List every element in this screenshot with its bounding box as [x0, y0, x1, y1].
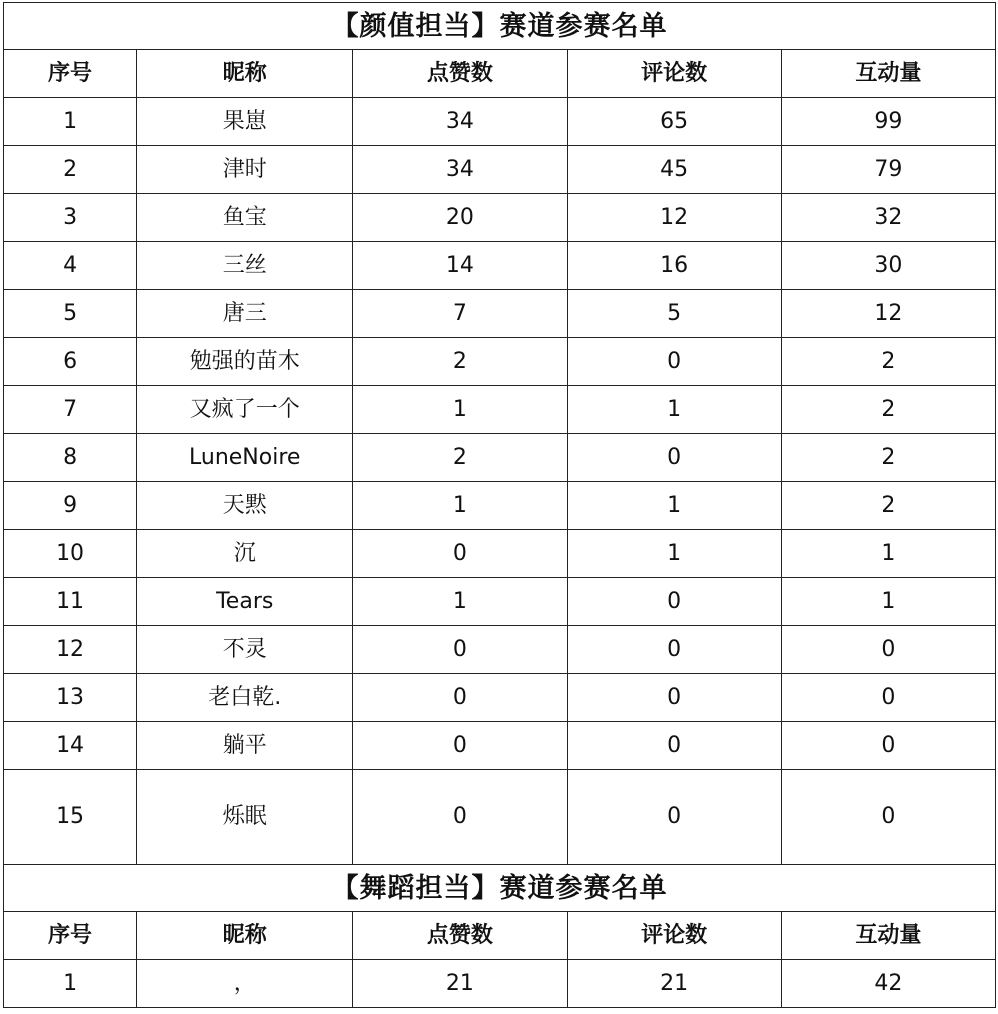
- cell-nickname: 沉: [137, 530, 353, 578]
- cell-nickname: 老白乾.: [137, 674, 353, 722]
- roster-table-body: [4, 3, 996, 1008]
- cell-nickname: 不灵: [137, 626, 353, 674]
- column-header-interactions: 互动量: [781, 912, 995, 960]
- cell-comments: 0: [567, 338, 781, 386]
- cell-index: 12: [4, 626, 137, 674]
- cell-likes: 21: [353, 960, 567, 1008]
- table-row: [4, 146, 996, 194]
- table-row: [4, 770, 996, 865]
- cell-nickname: 唐三: [137, 290, 353, 338]
- cell-index: 15: [4, 770, 137, 865]
- cell-interactions: 79: [781, 146, 995, 194]
- cell-likes: 0: [353, 674, 567, 722]
- table-row: [4, 434, 996, 482]
- cell-interactions: 99: [781, 98, 995, 146]
- cell-nickname: ，: [137, 960, 353, 1008]
- cell-index: 6: [4, 338, 137, 386]
- cell-interactions: 1: [781, 530, 995, 578]
- table-row: [4, 338, 996, 386]
- cell-interactions: 30: [781, 242, 995, 290]
- cell-comments: 45: [567, 146, 781, 194]
- cell-comments: 0: [567, 626, 781, 674]
- cell-nickname: 烁眠: [137, 770, 353, 865]
- table-row: [4, 960, 996, 1008]
- cell-interactions: 0: [781, 674, 995, 722]
- cell-nickname: 又疯了一个: [137, 386, 353, 434]
- cell-interactions: 12: [781, 290, 995, 338]
- cell-index: 14: [4, 722, 137, 770]
- table-row: [4, 98, 996, 146]
- cell-index: 1: [4, 960, 137, 1008]
- cell-comments: 0: [567, 434, 781, 482]
- cell-likes: 2: [353, 434, 567, 482]
- cell-likes: 1: [353, 578, 567, 626]
- cell-interactions: 0: [781, 626, 995, 674]
- cell-comments: 12: [567, 194, 781, 242]
- section-title: 【舞蹈担当】赛道参赛名单: [4, 865, 996, 912]
- cell-index: 1: [4, 98, 137, 146]
- cell-index: 9: [4, 482, 137, 530]
- cell-likes: 20: [353, 194, 567, 242]
- cell-likes: 0: [353, 626, 567, 674]
- table-row: [4, 626, 996, 674]
- table-row: [4, 674, 996, 722]
- cell-nickname: 天黙: [137, 482, 353, 530]
- cell-comments: 16: [567, 242, 781, 290]
- cell-nickname: 津时: [137, 146, 353, 194]
- cell-likes: 0: [353, 722, 567, 770]
- cell-index: 11: [4, 578, 137, 626]
- column-header-row: [4, 912, 996, 960]
- section-title: 【颜值担当】赛道参赛名单: [4, 3, 996, 50]
- section-title-row: [4, 3, 996, 50]
- cell-comments: 1: [567, 386, 781, 434]
- column-header-interactions: 互动量: [781, 50, 995, 98]
- column-header-likes: 点赞数: [353, 50, 567, 98]
- cell-comments: 0: [567, 578, 781, 626]
- table-row: [4, 386, 996, 434]
- cell-interactions: 42: [781, 960, 995, 1008]
- table-row: [4, 482, 996, 530]
- cell-likes: 34: [353, 98, 567, 146]
- cell-interactions: 2: [781, 386, 995, 434]
- cell-interactions: 0: [781, 770, 995, 865]
- cell-interactions: 2: [781, 338, 995, 386]
- cell-likes: 7: [353, 290, 567, 338]
- cell-index: 8: [4, 434, 137, 482]
- cell-nickname: 果崽: [137, 98, 353, 146]
- cell-nickname: LuneNoire: [137, 434, 353, 482]
- table-row: [4, 722, 996, 770]
- cell-comments: 0: [567, 674, 781, 722]
- cell-nickname: 躺平: [137, 722, 353, 770]
- cell-comments: 1: [567, 482, 781, 530]
- cell-index: 5: [4, 290, 137, 338]
- cell-comments: 0: [567, 722, 781, 770]
- table-row: [4, 578, 996, 626]
- column-header-index: 序号: [4, 912, 137, 960]
- cell-comments: 1: [567, 530, 781, 578]
- cell-interactions: 1: [781, 578, 995, 626]
- table-row: [4, 530, 996, 578]
- cell-nickname: Tears: [137, 578, 353, 626]
- cell-comments: 21: [567, 960, 781, 1008]
- column-header-comments: 评论数: [567, 912, 781, 960]
- cell-likes: 0: [353, 770, 567, 865]
- column-header-row: [4, 50, 996, 98]
- cell-interactions: 2: [781, 434, 995, 482]
- cell-likes: 1: [353, 482, 567, 530]
- cell-likes: 2: [353, 338, 567, 386]
- cell-nickname: 勉强的苗木: [137, 338, 353, 386]
- cell-interactions: 32: [781, 194, 995, 242]
- cell-comments: 65: [567, 98, 781, 146]
- table-row: [4, 290, 996, 338]
- cell-comments: 5: [567, 290, 781, 338]
- cell-index: 13: [4, 674, 137, 722]
- cell-index: 4: [4, 242, 137, 290]
- cell-likes: 1: [353, 386, 567, 434]
- column-header-nickname: 昵称: [137, 50, 353, 98]
- table-row: [4, 242, 996, 290]
- table-row: [4, 194, 996, 242]
- cell-likes: 14: [353, 242, 567, 290]
- column-header-likes: 点赞数: [353, 912, 567, 960]
- roster-table: [3, 2, 996, 1008]
- cell-nickname: 鱼宝: [137, 194, 353, 242]
- column-header-comments: 评论数: [567, 50, 781, 98]
- column-header-nickname: 昵称: [137, 912, 353, 960]
- cell-index: 2: [4, 146, 137, 194]
- cell-interactions: 0: [781, 722, 995, 770]
- column-header-index: 序号: [4, 50, 137, 98]
- section-title-row: [4, 865, 996, 912]
- roster-sheet: [3, 2, 996, 1008]
- cell-index: 10: [4, 530, 137, 578]
- cell-index: 3: [4, 194, 137, 242]
- cell-comments: 0: [567, 770, 781, 865]
- cell-index: 7: [4, 386, 137, 434]
- cell-interactions: 2: [781, 482, 995, 530]
- cell-likes: 0: [353, 530, 567, 578]
- cell-likes: 34: [353, 146, 567, 194]
- cell-nickname: 三丝: [137, 242, 353, 290]
